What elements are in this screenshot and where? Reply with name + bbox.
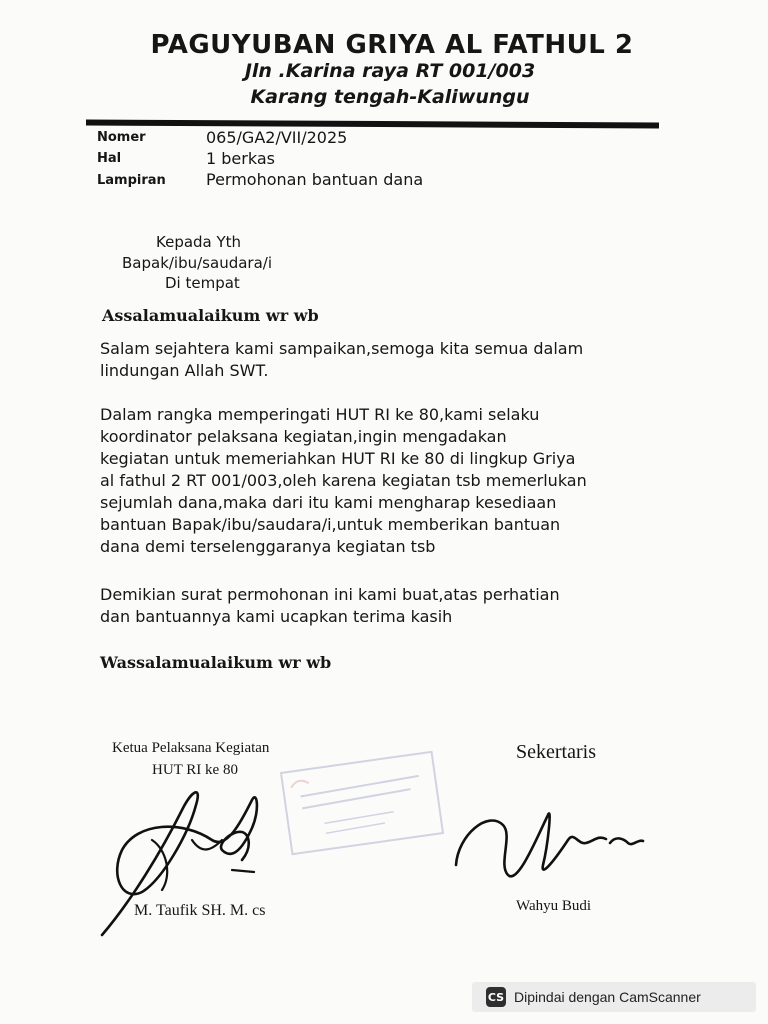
opening-greeting: Assalamualaikum wr wb	[102, 306, 319, 325]
right-signature	[448, 795, 648, 895]
recipient-line-1: Kepada Yth	[156, 233, 242, 251]
recipient-line-2: Bapak/ibu/saudara/i	[122, 254, 272, 272]
address-line-2: Karang tengah-Kaliwungu	[250, 86, 530, 108]
meta-label-hal: Hal	[97, 151, 122, 166]
scanner-label: Dipindai dengan CamScanner	[514, 989, 701, 1005]
header-divider	[86, 119, 659, 128]
paragraph-3: Demikian surat permohonan ini kami buat,atas perhatian dan bantuannya kami ucapkan terima kasih	[100, 585, 560, 626]
address-line-1: Jln .Karina raya RT 001/003	[244, 60, 536, 82]
closing-greeting: Wassalamualaikum wr wb	[100, 653, 332, 672]
left-signatory-name: M. Taufik SH. M. cs	[134, 902, 266, 919]
left-signatory-title: Ketua Pelaksana Kegiatan	[112, 740, 270, 756]
meta-label-nomer: Nomer	[97, 130, 146, 145]
camscanner-icon: CS	[486, 987, 506, 1007]
meta-value-nomer: 065/GA2/VII/2025	[206, 128, 348, 147]
paragraph-2: Dalam rangka memperingati HUT RI ke 80,kami selaku koordinator pelaksana kegiatan,ingin mengadakan kegiatan untuk memeriahkan HUT RI ke 80 di lingkup Griya al fathul 2 RT 001/003,oleh karena kegiatan tsb memerlukan sejumlah dana,maka dari itu kami mengharap kesediaan bantuan Bapak/ibu/saudara/i,untuk memberikan bantuan dana demi terselenggaranya kegiatan tsb	[100, 405, 587, 556]
right-signatory-title: Sekertaris	[516, 741, 596, 763]
right-signatory-name: Wahyu Budi	[516, 898, 592, 914]
meta-value-hal: 1 berkas	[206, 149, 275, 168]
organization-title: PAGUYUBAN GRIYA AL FATHUL 2	[150, 30, 634, 60]
committee-stamp	[277, 747, 448, 858]
left-signatory-subtitle: HUT RI ke 80	[152, 762, 238, 778]
meta-label-lampiran: Lampiran	[97, 173, 166, 188]
recipient-line-3: Di tempat	[165, 274, 240, 292]
meta-value-lampiran: Permohonan bantuan dana	[206, 170, 424, 189]
paragraph-1: Salam sejahtera kami sampaikan,semoga kita semua dalam lindungan Allah SWT.	[100, 339, 584, 380]
scanner-watermark	[472, 982, 756, 1012]
